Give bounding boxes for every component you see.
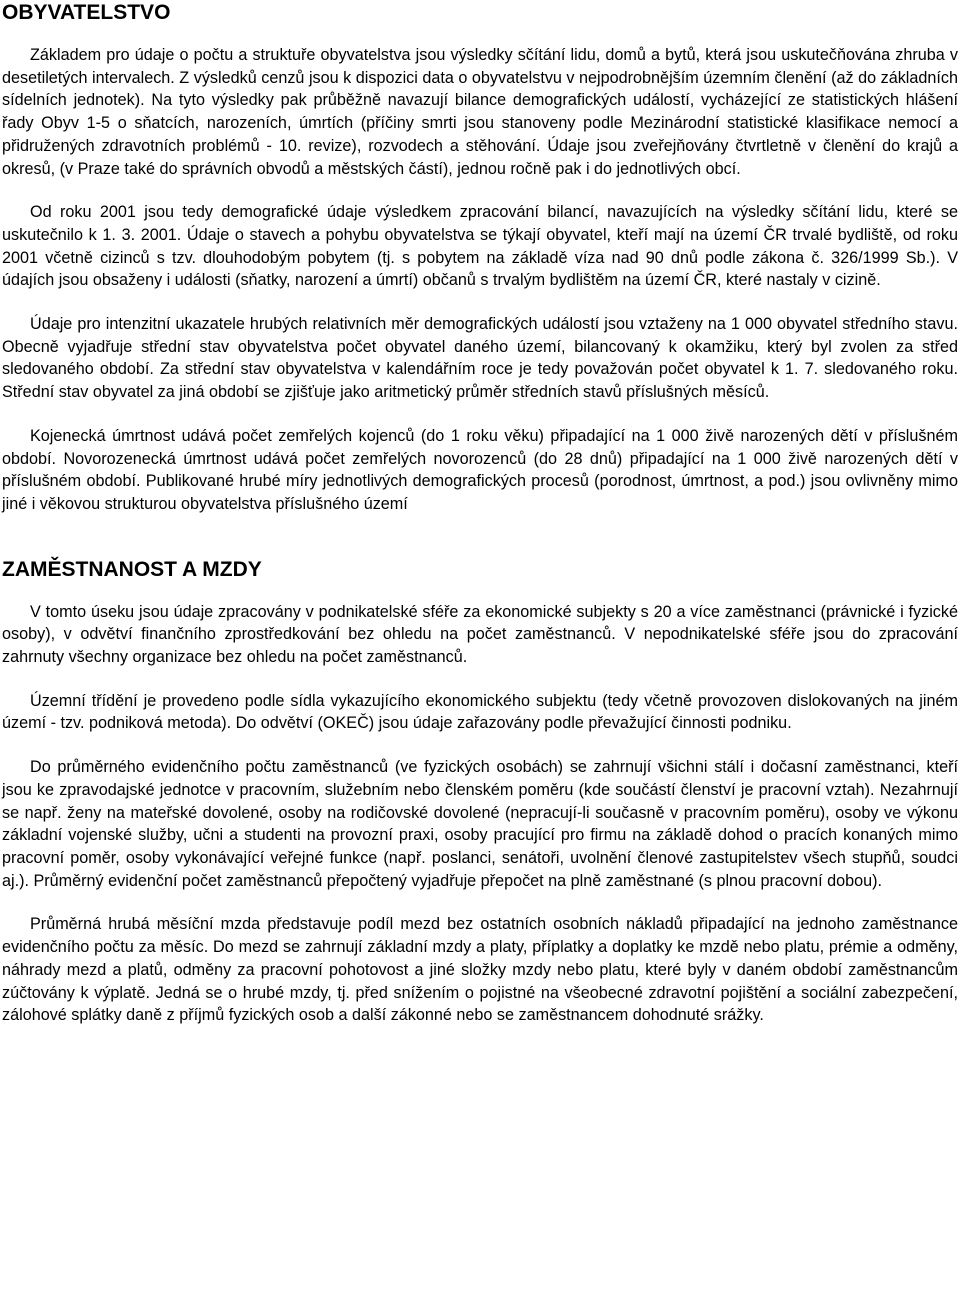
section-heading: ZAMĚSTNANOST A MZDY (2, 557, 262, 581)
paragraph: Od roku 2001 jsou tedy demografické údaje výsledkem zpracování bilancí, navazujících na výsledky sčítání lidu, které se uskutečnilo k 1. 3. 2001. Údaje o stavech a pohybu obyvatelstva se týkají obyvatel, kteří mají na území ČR trvalé bydliště, od roku 2001 včetně cizinců s tzv. dlouhodobým pobytem (tj. s pobytem na základě víza nad 90 dnů podle zákona č. 326/1999 Sb.). V údajích jsou obsaženy i události (sňatky, narození a úmrtí) občanů s trvalým bydlištěm na území ČR, které nastaly v cizině. (2, 203, 958, 290)
paragraph: Kojenecká úmrtnost udává počet zemřelých kojenců (do 1 roku věku) připadající na 1 000 živě narozených dětí v příslušném období. Novorozenecká úmrtnost udává počet zemřelých novorozenců (do 28 dnů) připadající na 1 000 živě narozených dětí v příslušném období. Publikované hrubé míry jednotlivých demografických procesů (porodnost, úmrtnost, a pod.) jsou ovlivněny mimo jiné i věkovou strukturou obyvatelstva příslušného území (2, 426, 958, 513)
section-obyvatelstvo (2, 0, 958, 516)
paragraph: Do průměrného evidenčního počtu zaměstnanců (ve fyzických osobách) se zahrnují všichni stálí i dočasní zaměstnanci, kteří jsou ke zpravodajské jednotce v pracovním, služebním nebo členském poměru (kde součástí členství je pracovní vztah). Nezahrnují se např. ženy na mateřské dovolené, osoby na rodičovské dovolené (nepracují-li současně v pracovním poměru), osoby ve výkonu základní vojenské služby, učni a studenti na provozní praxi, osoby pracující pro firmu na základě dohod o pracích konaných mimo pracovní poměr, osoby vykonávající veřejné funkce (např. poslanci, senátoři, uvolnění členové zastupitelstev všech stupňů, soudci aj.). Průměrný evidenční počet zaměstnanců přepočtený vyjadřuje přepočet na plně zaměstnané (s plnou pracovní dobou). (2, 758, 958, 890)
paragraph: Územní třídění je provedeno podle sídla vykazujícího ekonomického subjektu (tedy včetně provozoven dislokovaných na jiném území - tzv. podniková metoda). Do odvětví (OKEČ) jsou údaje zařazovány podle převažující činnosti podniku. (2, 691, 958, 733)
section-heading: OBYVATELSTVO (2, 1, 171, 24)
section-body (2, 601, 958, 1027)
paragraph: V tomto úseku jsou údaje zpracovány v podnikatelské sféře za ekonomické subjekty s 20 a více zaměstnanci (právnické i fyzické osoby), v odvětví finančního zprostředkování bez ohledu na počet zaměstnanců. V nepodnikatelské sféře jsou do zpracování zahrnuty všechny organizace bez ohledu na počet zaměstnanců. (2, 602, 958, 667)
section-body (2, 44, 958, 516)
section-zamestnanost-a-mzdy (2, 557, 958, 1027)
paragraph: Údaje pro intenzitní ukazatele hrubých relativních měr demografických událostí jsou vztaženy na 1 000 obyvatel středního stavu. Obecně vyjadřuje střední stav obyvatelstva počet obyvatel daného území, bilancovaný k okamžiku, který byl zvolen za střed sledovaného období. Za střední stav obyvatelstva v kalendářním roce je tedy považován počet obyvatel k 1. 7. sledovaného roku. Střední stav obyvatel za jiná období se zjišťuje jako aritmetický průměr středních stavů příslušných měsíců. (2, 315, 958, 402)
paragraph: Průměrná hrubá měsíční mzda představuje podíl mezd bez ostatních osobních nákladů připadající na jednoho zaměstnance evidenčního počtu za měsíc. Do mezd se zahrnují základní mzdy a platy, příplatky a doplatky ke mzdě nebo platu, prémie a odměny, náhrady mezd a platů, odměny za pracovní pohotovost a jiné složky mzdy nebo platu, které byly v daném období zaměstnancům zúčtovány k výplatě. Jedná se o hrubé mzdy, tj. před snížením o pojistné na všeobecné zdravotní pojištění a sociální zabezpečení, zálohové splátky daně z příjmů fyzických osob a další zákonné nebo se zaměstnancem dohodnuté srážky. (2, 915, 958, 1025)
paragraph: Základem pro údaje o počtu a struktuře obyvatelstva jsou výsledky sčítání lidu, domů a bytů, která jsou uskutečňována zhruba v desetiletých intervalech. Z výsledků cenzů jsou k dispozici data o obyvatelstvu v nejpodrobnějším územním členění (až do základních sídelních jednotek). Na tyto výsledky pak průběžně navazují bilance demografických událostí, vycházející ze statistických hlášení řady Obyv 1-5 o sňatcích, narozeních, úmrtích (příčiny smrti jsou stanoveny podle Mezinárodní statistické klasifikace nemocí a přidružených zdravotních problémů - 10. revize), rozvodech a stěhování. Údaje jsou zveřejňovány čtvrtletně v členění do krajů a okresů, (v Praze také do správních obvodů a městských částí), jednou ročně pak i do jednotlivých obcí. (2, 46, 958, 178)
